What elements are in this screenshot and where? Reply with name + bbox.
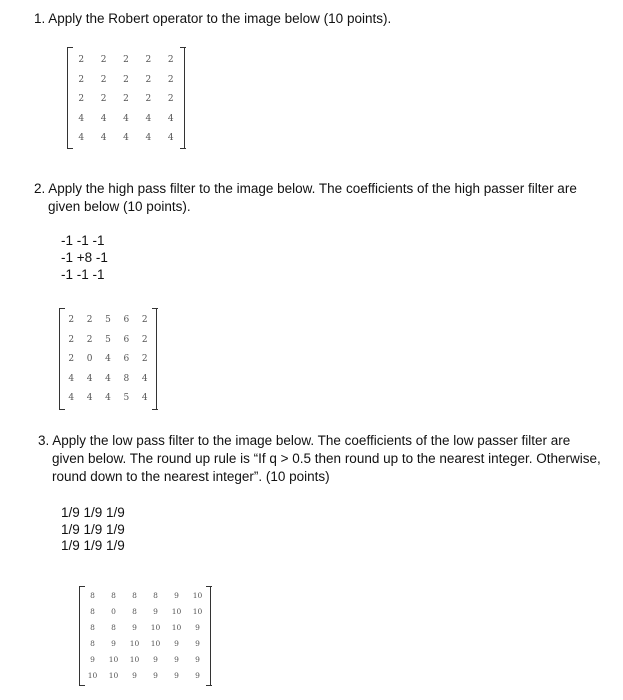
q2-matrix-grid [62, 311, 154, 409]
matrix-cell: 2 [86, 315, 93, 325]
matrix-cell: 10 [87, 671, 98, 680]
q2-coef-row: -1 +8 -1 [61, 250, 108, 265]
matrix-cell: 4 [100, 133, 107, 143]
matrix-cell: 2 [123, 74, 129, 85]
matrix-cell: 2 [141, 354, 148, 364]
matrix-cell: 8 [123, 373, 130, 384]
matrix-cell: 2 [141, 334, 148, 345]
matrix-cell: 2 [145, 55, 152, 65]
question-1-text: 1. Apply the Robert operator to the image below (10 points). [34, 11, 392, 26]
matrix-cell: 10 [171, 607, 182, 616]
q2-matrix [59, 308, 157, 410]
matrix-cell: 10 [129, 655, 140, 664]
matrix-cell: 2 [86, 334, 93, 345]
matrix-cell: 9 [153, 671, 158, 680]
matrix-cell: 0 [86, 354, 93, 364]
q1-matrix-grid [70, 51, 182, 149]
matrix-cell: 2 [68, 315, 75, 325]
matrix-cell: 8 [90, 623, 95, 632]
matrix-cell: 9 [195, 639, 200, 648]
matrix-cell: 9 [153, 607, 158, 616]
matrix-cell: 10 [150, 639, 161, 648]
question-2-line-2: given below (10 points). [48, 199, 191, 214]
matrix-cell: 2 [100, 55, 107, 65]
matrix-cell: 2 [167, 55, 174, 65]
matrix-cell: 10 [129, 639, 140, 648]
matrix-cell: 9 [132, 623, 137, 632]
matrix-cell: 9 [132, 671, 137, 680]
matrix-cell: 4 [78, 113, 85, 124]
matrix-cell: 2 [167, 74, 174, 85]
q1-matrix [67, 47, 185, 149]
matrix-cell: 9 [195, 655, 200, 664]
matrix-cell: 4 [100, 113, 107, 124]
matrix-cell: 2 [100, 94, 107, 104]
matrix-cell: 4 [105, 373, 111, 384]
matrix-cell: 4 [86, 373, 93, 384]
q2-coef-row: -1 -1 -1 [61, 233, 105, 248]
matrix-cell: 2 [78, 74, 85, 85]
matrix-cell: 6 [123, 354, 130, 364]
matrix-cell: 8 [90, 607, 95, 616]
matrix-cell: 4 [167, 113, 174, 124]
question-3-line-1: 3. Apply the low pass filter to the image below. The coefficients of the low passer filter are [38, 433, 571, 448]
matrix-cell: 4 [105, 354, 111, 364]
matrix-cell: 8 [111, 623, 116, 632]
q2-coef-row: -1 -1 -1 [61, 267, 105, 282]
matrix-cell: 2 [167, 94, 174, 104]
matrix-cell: 10 [150, 623, 161, 632]
q3-matrix-grid [82, 588, 208, 684]
matrix-cell: 2 [68, 334, 75, 345]
matrix-cell: 9 [174, 639, 179, 648]
matrix-cell: 10 [192, 607, 203, 616]
matrix-cell: 5 [105, 315, 111, 325]
matrix-cell: 4 [145, 133, 152, 143]
q3-coefficients [61, 505, 125, 555]
matrix-cell: 6 [123, 315, 130, 325]
q3-matrix [79, 586, 211, 686]
matrix-cell: 8 [153, 591, 158, 600]
q3-coef-row: 1/9 1/9 1/9 [61, 505, 125, 520]
matrix-cell: 4 [141, 393, 148, 403]
matrix-cell: 9 [111, 639, 116, 648]
matrix-cell: 4 [68, 373, 75, 384]
matrix-cell: 2 [123, 55, 129, 65]
matrix-cell: 9 [195, 671, 200, 680]
matrix-cell: 9 [174, 655, 179, 664]
matrix-cell: 9 [90, 655, 95, 664]
matrix-cell: 8 [132, 607, 137, 616]
matrix-cell: 9 [174, 671, 179, 680]
question-3-line-3: round down to the nearest integer”. (10 points) [52, 469, 330, 484]
question-3-line-2: given below. The round up rule is “If q > 0.5 then round up to the nearest integer. Otherwise, [52, 451, 601, 466]
matrix-cell: 6 [123, 334, 130, 345]
matrix-cell: 8 [111, 591, 116, 600]
matrix-cell: 8 [90, 591, 95, 600]
matrix-cell: 2 [78, 94, 85, 104]
matrix-cell: 9 [174, 591, 179, 600]
q3-coef-row: 1/9 1/9 1/9 [61, 538, 125, 553]
matrix-cell: 4 [105, 393, 111, 403]
matrix-cell: 4 [141, 373, 148, 384]
matrix-cell: 8 [90, 639, 95, 648]
matrix-cell: 0 [111, 607, 116, 616]
question-2-line-1: 2. Apply the high pass filter to the image below. The coefficients of the high passer filter are [34, 181, 577, 196]
matrix-cell: 4 [123, 113, 129, 124]
q3-coef-row: 1/9 1/9 1/9 [61, 521, 125, 537]
matrix-cell: 2 [100, 74, 107, 85]
matrix-cell: 9 [195, 623, 200, 632]
matrix-cell: 2 [145, 74, 152, 85]
matrix-cell: 2 [145, 94, 152, 104]
matrix-cell: 5 [123, 393, 130, 403]
q2-coefficients [61, 232, 108, 283]
matrix-cell: 4 [78, 133, 85, 143]
matrix-cell: 4 [145, 113, 152, 124]
matrix-cell: 8 [132, 591, 137, 600]
matrix-cell: 2 [123, 94, 129, 104]
matrix-cell: 4 [68, 393, 75, 403]
matrix-cell: 10 [108, 671, 119, 680]
matrix-cell: 10 [171, 623, 182, 632]
matrix-cell: 2 [141, 315, 148, 325]
matrix-cell: 5 [105, 334, 111, 345]
matrix-cell: 2 [78, 55, 85, 65]
matrix-cell: 10 [108, 655, 119, 664]
matrix-cell: 9 [153, 655, 158, 664]
matrix-cell: 2 [68, 354, 75, 364]
matrix-cell: 4 [86, 393, 93, 403]
matrix-cell: 10 [192, 591, 203, 600]
matrix-cell: 4 [123, 133, 129, 143]
matrix-cell: 4 [167, 133, 174, 143]
